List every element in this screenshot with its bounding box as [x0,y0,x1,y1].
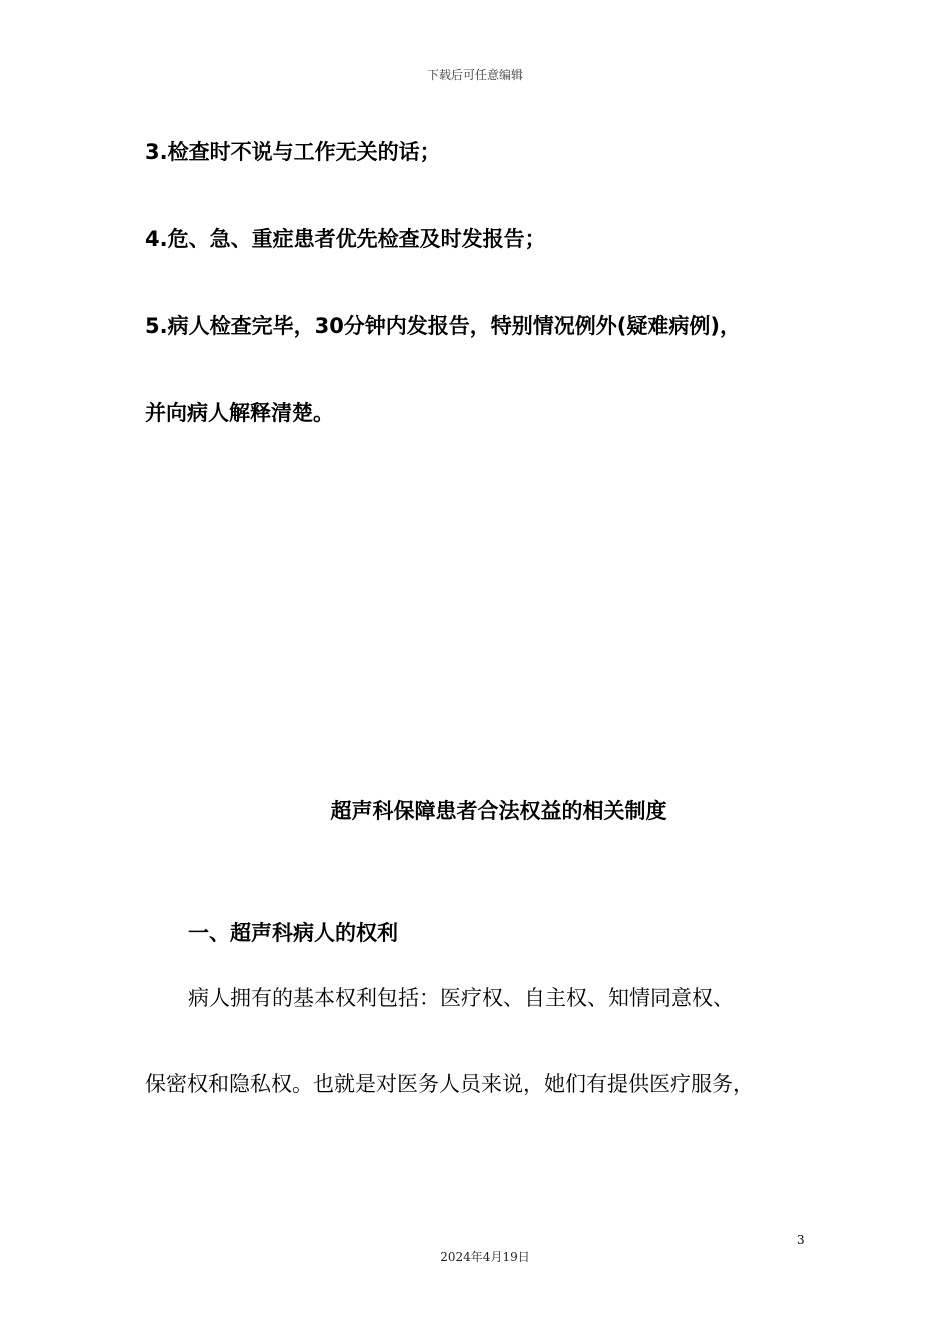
section-title: 超声科保障患者合法权益的相关制度 [330,799,667,823]
header-note: 下载后可任意编辑 [426,68,523,82]
list-item-4: 4.危、急、重症患者优先检查及时发报告； [145,227,546,251]
page-number: 3 [797,1233,805,1247]
paragraph-line-2: 保密权和隐私权。也就是对医务人员来说，她们有提供医疗服务， [145,1072,754,1096]
footer-date: 2024年4月19日 [440,1250,530,1264]
list-item-5-line-1: 5.病人检查完毕，30分钟内发报告，特别情况例外(疑难病例)， [145,314,742,338]
list-item-3: 3.检查时不说与工作无关的话； [145,140,441,164]
subheading: 一、超声科病人的权利 [188,921,398,945]
list-item-5-line-2: 并向病人解释清楚。 [145,401,334,425]
paragraph-line-1: 病人拥有的基本权利包括：医疗权、自主权、知情同意权、 [188,986,734,1010]
